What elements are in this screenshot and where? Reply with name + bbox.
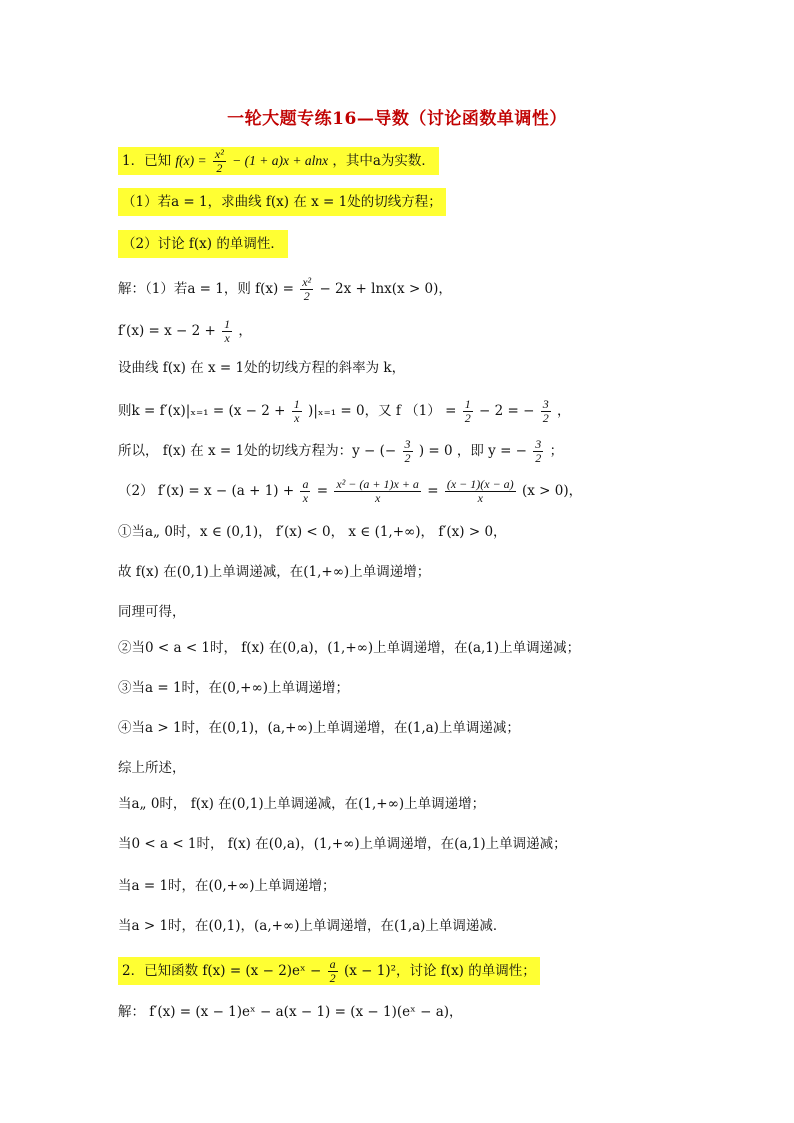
solution-1-line-17: 当a > 1时，在(0,1)，(a,+∞)上单调递增，在(1,a)上单调递减． [118, 918, 507, 934]
question-1-expr-b: − (1 + a)x + alnx [232, 153, 329, 168]
solution-1-line-3: 设曲线 f(x) 在 x = 1处的切线方程的斜率为 k， [118, 360, 406, 376]
solution-1-line-5: 所以， f(x) 在 x = 1处的切线方程为：y − (− $\frac{3}{2}$ ) = 0 ，即 y = − $\frac{3}{2}$ ； [118, 437, 564, 465]
solution-1-line-7: ①当a„ 0时，x ∈ (0,1)， f′(x) < 0， x ∈ (1,+∞)， f′(x) > 0， [118, 524, 507, 540]
page-title: 一轮大题专练16—导数（讨论函数单调性） [227, 109, 567, 129]
question-1-prefix: 1．已知 [122, 153, 172, 169]
question-1-part-2: （2）讨论 f(x) 的单调性． [118, 234, 288, 254]
solution-1-line-8: 故 f(x) 在(0,1)上单调递减，在(1,+∞)上单调递增； [118, 564, 431, 580]
solution-1-line-10: ②当0 < a < 1时， f(x) 在(0,a)，(1,+∞)上单调递增，在(a,1)上单调递减； [118, 640, 581, 656]
question-1-part-1: （1）若a = 1，求曲线 f(x) 在 x = 1处的切线方程； [118, 192, 446, 212]
solution-1-line-6: （2） f′(x) = x − (a + 1) + $\frac{a}{x}$ = $\frac{\text{x² − (a + 1)x + a}}{x}$ = $\frac{(x - 1)(x - a)}{x}$ (x > 0)， [118, 477, 583, 505]
solution-1-line-2: f′(x) = x − 2 + $\frac{1}{x}$ ， [118, 317, 252, 345]
solution-1-line-1: 解：（1）若a = 1，则 f(x) = $\frac{\text{x²}}{2}$ − 2x + lnx(x > 0)， [118, 275, 452, 303]
question-2-stem: 2．已知函数 f(x) = (x − 2)eˣ − $\frac{a}{2}$ (x − 1)²，讨论 f(x) 的单调性； [118, 958, 540, 985]
solution-1-line-16: 当a = 1时，在(0,+∞)上单调递增； [118, 878, 336, 894]
solution-1-line-15: 当0 < a < 1时， f(x) 在(0,a)，(1,+∞)上单调递增，在(a,1)上单调递减； [118, 836, 567, 852]
solution-1-line-12: ④当a > 1时，在(0,1)，(a,+∞)上单调递增，在(1,a)上单调递减； [118, 720, 520, 736]
solution-1-line-11: ③当a = 1时，在(0,+∞)上单调递增； [118, 680, 350, 696]
question-1-fraction: $\frac{\text{x²}}{2}$ [214, 147, 224, 175]
question-1-suffix: ，其中a为实数． [332, 153, 435, 169]
solution-1-line-4: 则k = f′(x)|ₓ₌₁ = (x − 2 + $\frac{1}{x}$ )|ₓ₌₁ = 0，又 f （1） = $\frac{1}{2}$ − 2 = − $\frac{3}{2}$ ， [118, 397, 571, 425]
question-1-expr-a: f(x) = [175, 153, 207, 168]
solution-1-line-13: 综上所述， [118, 760, 186, 776]
question-1-stem [118, 148, 439, 175]
question-2-solution-line-1: 解： f′(x) = (x − 1)eˣ − a(x − 1) = (x − 1)(eˣ − a)， [118, 1004, 463, 1020]
solution-1-line-14: 当a„ 0时， f(x) 在(0,1)上单调递减，在(1,+∞)上单调递增； [118, 796, 486, 812]
solution-1-line-9: 同理可得， [118, 604, 186, 620]
